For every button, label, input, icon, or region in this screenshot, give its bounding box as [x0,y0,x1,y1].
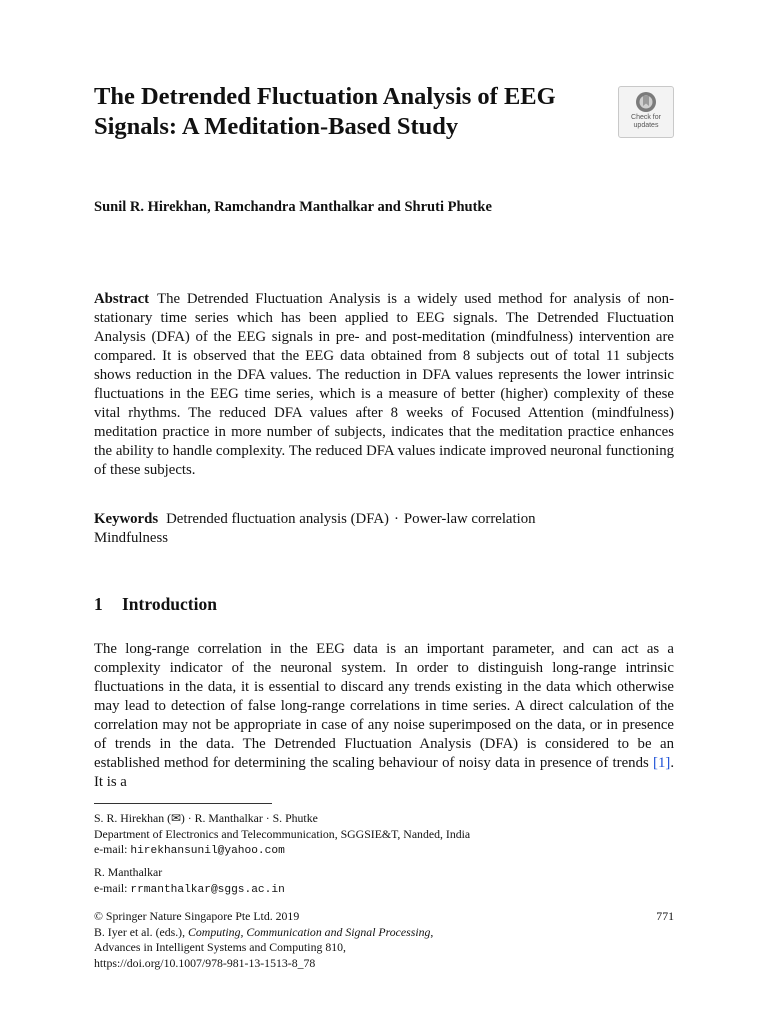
paper-title: The Detrended Fluctuation Analysis of EEG Signals: A Meditation-Based Study [94,83,556,140]
authors-line: Sunil R. Hirekhan, Ramchandra Manthalkar and Shruti Phutke [94,199,492,215]
footnote-authors: S. R. Hirekhan (✉) · R. Manthalkar · S. Phutke [94,811,318,825]
page-number: 771 [656,909,674,923]
section-number: 1 [94,594,103,614]
series-line: Advances in Intelligent Systems and Computing 810, [94,940,346,954]
copyright-line: © Springer Nature Singapore Pte Ltd. 2019 [94,909,300,923]
abstract-text: The Detrended Fluctuation Analysis is a widely used method for analysis of non-stationary time series which has been applied to EEG signals. The Detrended Fluctuation Analysis (DFA) of the EEG signals in pre- and post-meditation (mindfulness) intervention are compared. It is observed that the EEG data obtained from 8 subjects out of total 11 subjects shows reduction in the DFA values. The reduction in DFA values represents the lower intrinsic fluctuations in the EEG time series, which is a measure of better (higher) complexity of these vital rhythms. The reduced DFA values after 8 weeks of Focused Attention (mindfulness) meditation practice in more number of subjects, indicates that the meditation practice enhances the ability to handle complexity. The reduced DFA values indicate improved neuronal functioning of these subjects. [94,291,674,478]
email-line [94,842,674,860]
keyword-separator: · [393,511,399,527]
email-line [94,881,674,899]
department: Department of Electronics and Telecommunication, SGGSIE&T, Nanded, India [94,826,471,841]
email-label: e-mail: [94,880,128,895]
email-link[interactable]: rrmanthalkar@sggs.ac.in [130,883,285,896]
punctuation: , [430,924,434,939]
book-title: Computing, Communication and Signal Processing [188,924,431,939]
intro-paragraph [94,640,674,792]
badge-label: Check for updates [631,114,661,129]
email-label: e-mail: [94,842,128,856]
keyword-item: Mindfulness [94,530,168,546]
bookmark-ribbon-icon [635,91,657,113]
section-title: Introduction [122,594,217,614]
author-name: R. Manthalkar [94,865,163,879]
book-line [94,925,564,941]
keyword-item: Power-law correlation [403,511,536,527]
keyword-item: Detrended fluctuation analysis (DFA) [166,511,389,527]
intro-text: The long-range correlation in the EEG data is an important parameter, and can act as a complexity indicator of the neuronal system. In order to distinguish long-range intrinsic fluctuations in the data, it is essential to discard any trends existing in the data which otherwise may lead to detection of false long-range correlations in time series. A direct calculation of the correlation may not be appropriate in case of any noise superimposed on the data, or in presence of trends in the data. The Detrended Fluctuation Analysis (DFA) is considered to be an established method for determining the scaling behaviour of noisy data in presence of trends [94,641,674,771]
second-affiliation [94,865,674,898]
abstract-label: Abstract [94,291,150,307]
check-for-updates-badge[interactable] [618,86,674,138]
copyright-block [94,909,564,971]
section-heading [94,594,674,615]
affiliation-block [94,811,674,860]
keywords [94,510,674,548]
footnote-divider [94,803,272,804]
abstract [94,290,674,480]
email-link[interactable]: hirekhansunil@yahoo.com [130,845,285,857]
editors: B. Iyer et al. (eds.), [94,924,186,939]
doi-link[interactable]: https://doi.org/10.1007/978-981-13-1513-8_78 [94,955,316,970]
keywords-label: Keywords [94,511,159,527]
citation-link[interactable]: [1] [653,755,671,771]
intro-tail: . It is a [94,755,675,790]
